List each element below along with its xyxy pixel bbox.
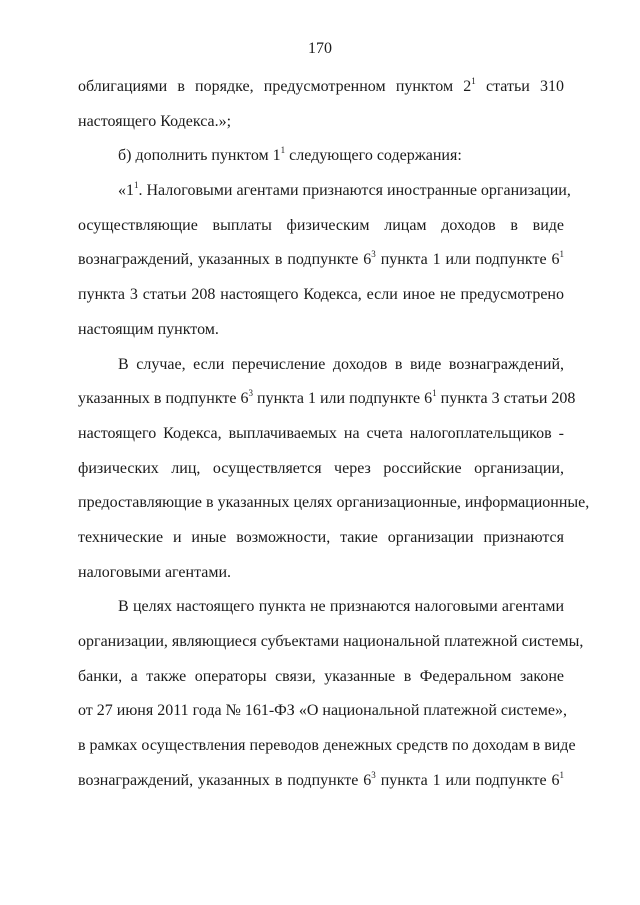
text-line: указанных в подпункте $6^3$ пункта 1 или подпункте $6^1$ пункта 3 статьи 208 (78, 388, 576, 408)
text-line: вознаграждений, указанных в подпункте $6^3$ пункта 1 или подпункте $6^1$ (78, 769, 564, 789)
text-line: в рамках осуществления переводов денежных средств по доходам в виде (78, 737, 576, 755)
text-line: налоговыми агентами. (78, 563, 232, 581)
document-body (78, 70, 590, 798)
text-line: вознаграждений, указанных в подпункте $6^3$ пункта 1 или подпункте $6^1$ (78, 249, 564, 269)
text-line: банки, а также операторы связи, указанные в Федеральном законе (78, 667, 564, 685)
text-line: организации, являющиеся субъектами национальной платежной системы, (78, 633, 584, 650)
text-line: В случае, если перечисление доходов в виде вознаграждений, (118, 355, 564, 373)
page-number: 170 (308, 40, 332, 57)
text-line: настоящего Кодекса, выплачиваемых на счета налогоплательщиков - (78, 424, 564, 442)
text-line: предоставляющие в указанных целях организационные, информационные, (78, 494, 590, 512)
text-line: технические и иные возможности, такие организации признаются (78, 528, 564, 546)
text-line: осуществляющие выплаты физическим лицам доходов в виде (78, 216, 564, 234)
text-line: б) дополнить пунктом $1^1$ следующего содержания: (118, 145, 462, 165)
text-line: физических лиц, осуществляется через российские организации, (78, 459, 564, 477)
text-line: настоящим пунктом. (78, 320, 219, 338)
text-line: облигациями в порядке, предусмотренном пунктом $2^1$ статьи 310 (78, 76, 564, 95)
text-line: настоящего Кодекса.»; (78, 112, 232, 130)
text-line: от 27 июня 2011 года № 161-ФЗ «О национальной платежной системе», (78, 702, 567, 720)
text-line: «$1^1$. Налоговыми агентами признаются иностранные организации, (118, 180, 571, 200)
text-line: В целях настоящего пункта не признаются налоговыми агентами (118, 598, 564, 616)
text-line: пункта 3 статьи 208 настоящего Кодекса, если иное не предусмотрено (78, 286, 564, 304)
